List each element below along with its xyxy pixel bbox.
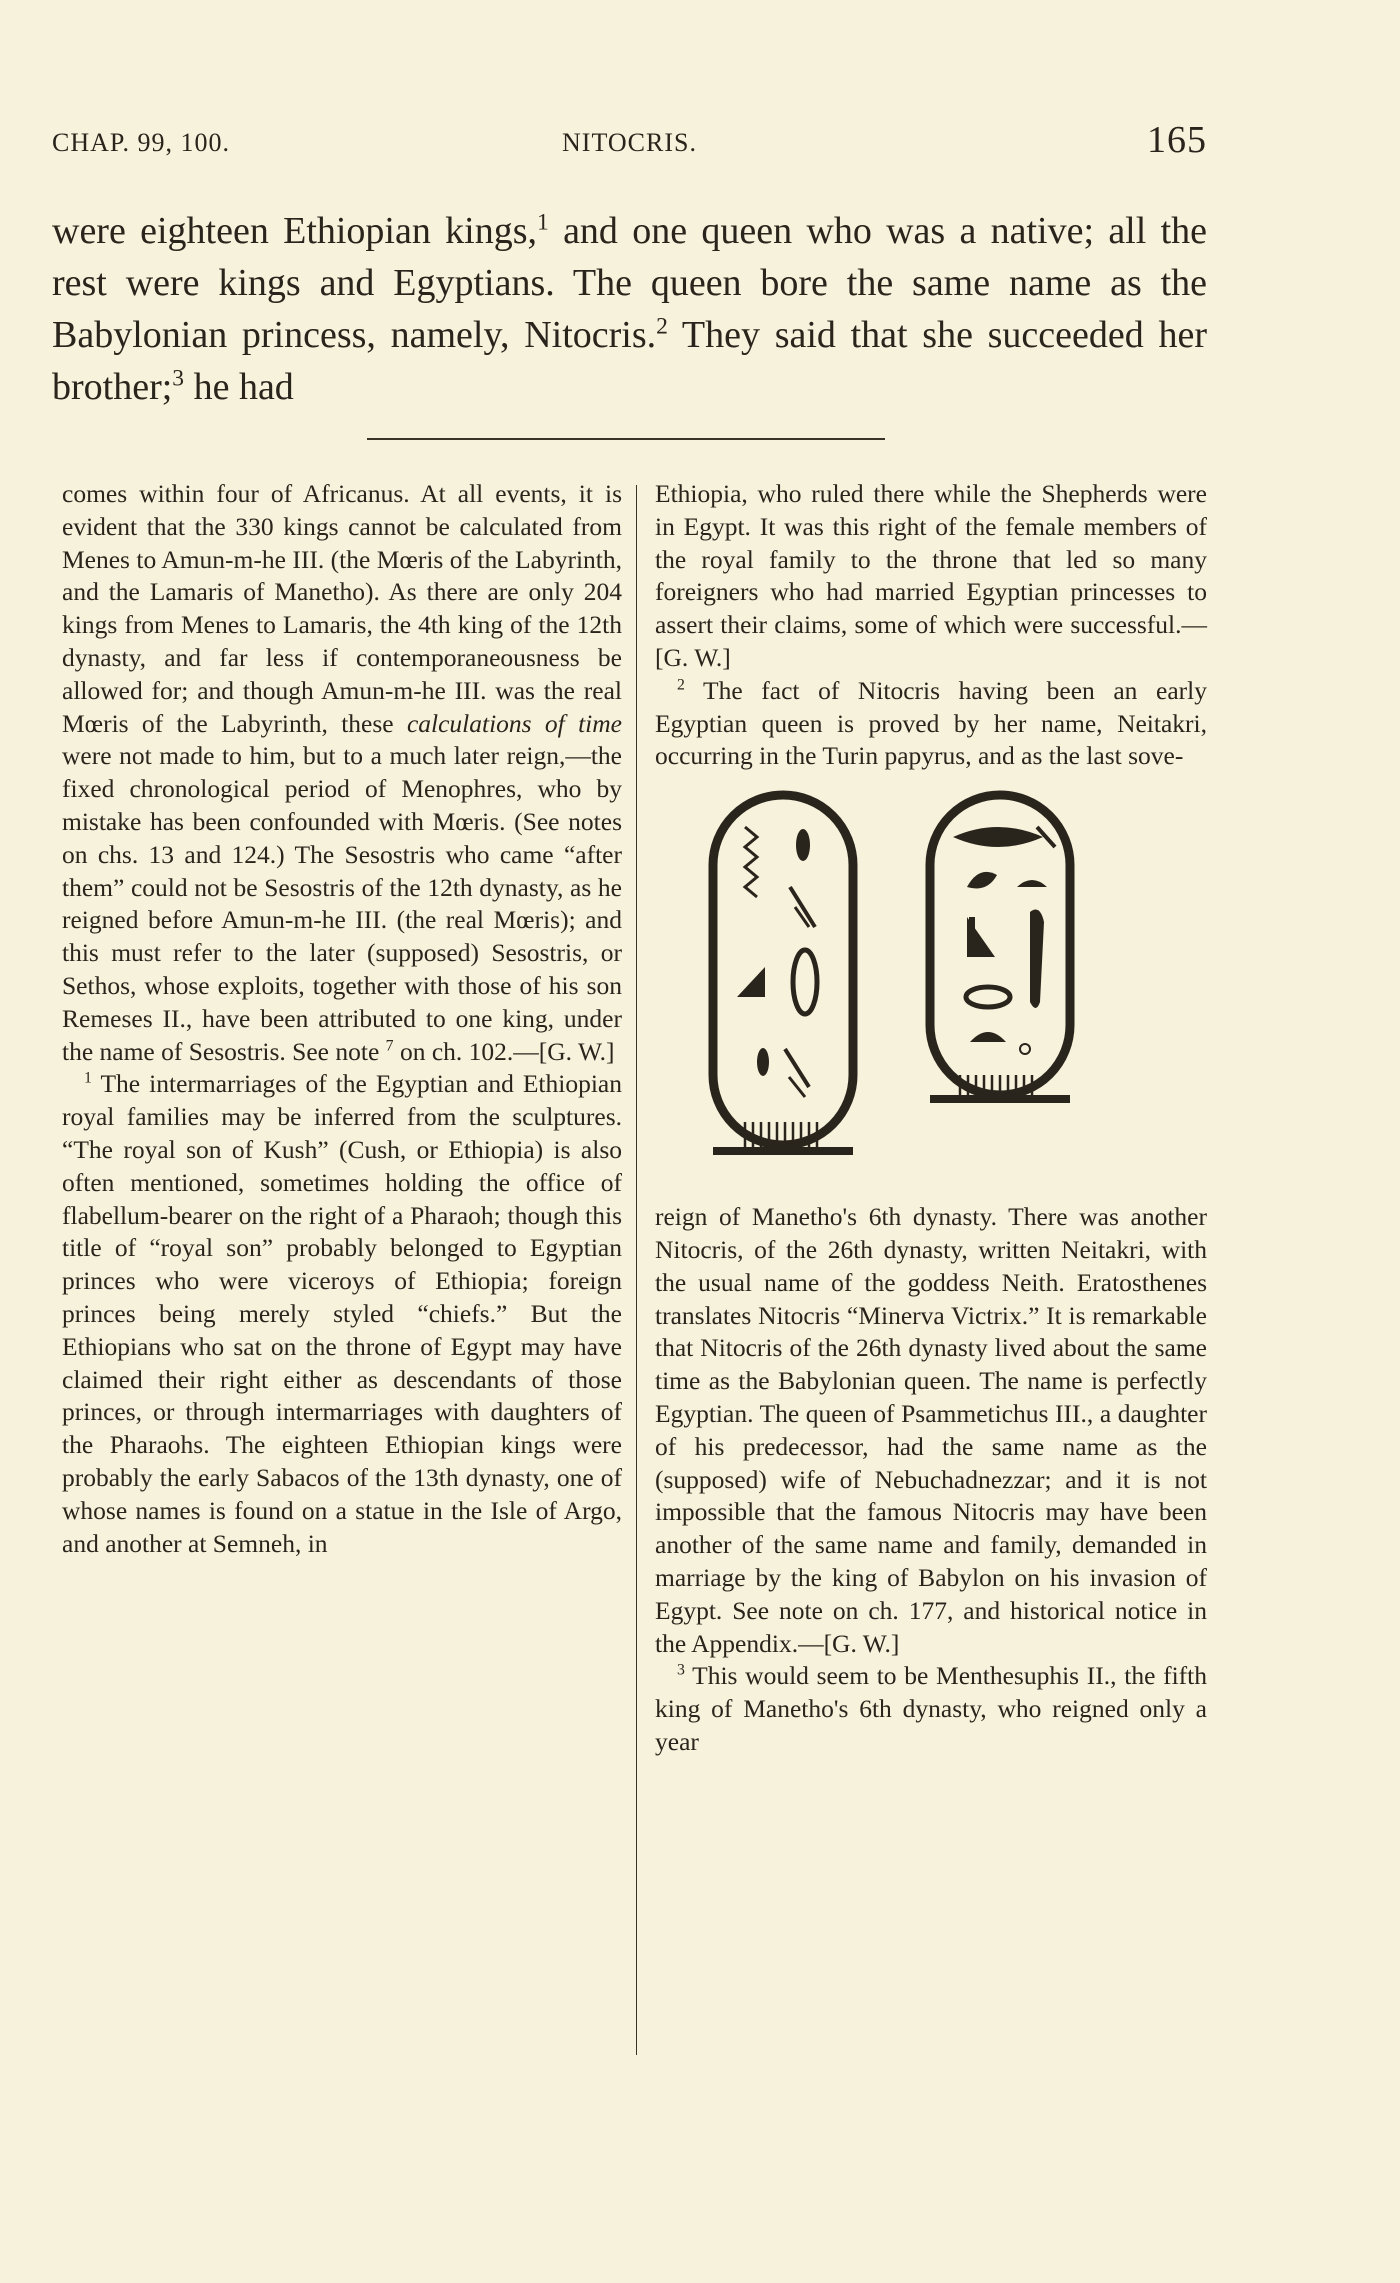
footnote-marker: 2 (677, 676, 685, 694)
cartouche-left (713, 795, 853, 1151)
main-paragraph (52, 205, 1207, 413)
footnote-ref-3: 3 (172, 365, 185, 392)
footnote-2 (655, 675, 1207, 773)
footnote-marker: 3 (677, 1661, 685, 1679)
note-continuation: Ethiopia, who ruled there while the Shepherds were in Egypt. It was this right of the female members of the royal family to the throne that led so many foreigners who had married Egyptian princesses to assert their claims, some of which were successful.—[G. W.] (655, 479, 1207, 672)
page-number: 165 (1147, 119, 1207, 161)
footnote-3 (655, 1660, 1207, 1758)
note-continuation (62, 478, 622, 1068)
chapter-reference: CHAP. 99, 100. (52, 128, 230, 157)
notes-column-left (62, 478, 622, 1560)
main-text-segment: were eighteen Ethiopian kings, (52, 210, 537, 252)
note-text: comes within four of Africanus. At all events, it is evident that the 330 kings cannot be calculated from Menes to Amun-m-he III. (the Mœris of the Labyrinth, and the Lamaris of Manetho). As there are only 204 kings from Menes to Lamaris, the 4th king of the 12th dynasty, and far less if contemporaneousness be allowed for; and though Amun-m-he III. was the real Mœris of the Labyrinth, these (62, 479, 622, 738)
footnote-1 (62, 1068, 622, 1560)
main-text-segment: They said that she succeeded her brother; (52, 314, 1207, 408)
notes-column-right (655, 478, 1207, 1759)
section-rule (367, 438, 885, 440)
hieroglyphic-cartouches-icon (705, 787, 1105, 1187)
running-head (52, 119, 1207, 168)
main-text-segment: and one queen who was a native; all the rest were kings and Egyptians. The queen bore the same name as the Babylonian princess, namely, Nitocris. (52, 210, 1208, 356)
note-text: were not made to him, but to a much later reign,—the fixed chronological period of Menophres, who by mistake has been confounded with Mœris. (See notes on chs. 13 and 124.) The Sesostris who came “after them” could not be Sesostris of the 12th dynasty, as he reigned before Amun-m-he III. (the real Mœris); and this must refer to the later (supposed) Sesostris, or Sethos, whose exploits, together with those of his son Remeses II., have been attributed to one king, under the name of Sesostris. See note (62, 741, 622, 1066)
footnote-marker: 1 (84, 1069, 92, 1087)
footnote-text: This would seem to be Menthesuphis II., the fifth king of Manetho's 6th dynasty, who reigned only a year (655, 1661, 1207, 1756)
note-superscript: 7 (385, 1037, 394, 1055)
column-divider (636, 485, 637, 2055)
main-text-segment: he had (184, 366, 294, 408)
note-emphasis: calculations of time (406, 708, 622, 738)
footnote-ref-1: 1 (537, 209, 549, 236)
cartouche-right (930, 795, 1070, 1099)
running-title: NITOCRIS. (562, 128, 697, 157)
footnote-text: The intermarriages of the Egyptian and Ethiopian royal families may be inferred from the sculptures. “The royal son of Kush” (Cush, or Ethiopia) is also often mentioned, sometimes holding the office of flabellum-bearer on the right of a Pharaoh; though this title of “royal son” probably belonged to Egyptian princes who were viceroys of Ethiopia; foreign princes being merely styled “chiefs.” But the Ethiopians who sat on the throne of Egypt may have claimed their right either as descendants of those princes, or through intermarriages with daughters of the Pharaohs. The eighteen Ethiopian kings were probably the early Sabacos of the 13th dynasty, one of whose names is found on a statue in the Isle of Argo, and another at Semneh, in (62, 1069, 622, 1558)
note-text: on ch. 102.—[G. W.] (393, 1036, 615, 1066)
main-text (52, 205, 1207, 413)
footnote-2-continued: reign of Manetho's 6th dynasty. There was another Nitocris, of the 26th dynasty, written Neitakri, with the usual name of the goddess Neith. Eratosthenes translates Nitocris “Minerva Victrix.” It is remarkable that Nitocris of the 26th dynasty lived about the same time as the Babylonian queen. The name is perfectly Egyptian. The queen of Psammetichus III., a daughter of his predecessor, had the same name as the (supposed) wife of Nebuchadnezzar; and it is not impossible that the famous Nitocris may have been another of the same name and family, demanded in marriage by the king of Babylon on his invasion of Egypt. See note on ch. 177, and historical notice in the Appendix.—[G. W.] (655, 1202, 1207, 1658)
footnote-text: The fact of Nitocris having been an early Egyptian queen is proved by her name, Neitakri, occurring in the Turin papyrus, and as the last sove- (655, 675, 1207, 771)
footnote-ref-2: 2 (656, 313, 668, 340)
